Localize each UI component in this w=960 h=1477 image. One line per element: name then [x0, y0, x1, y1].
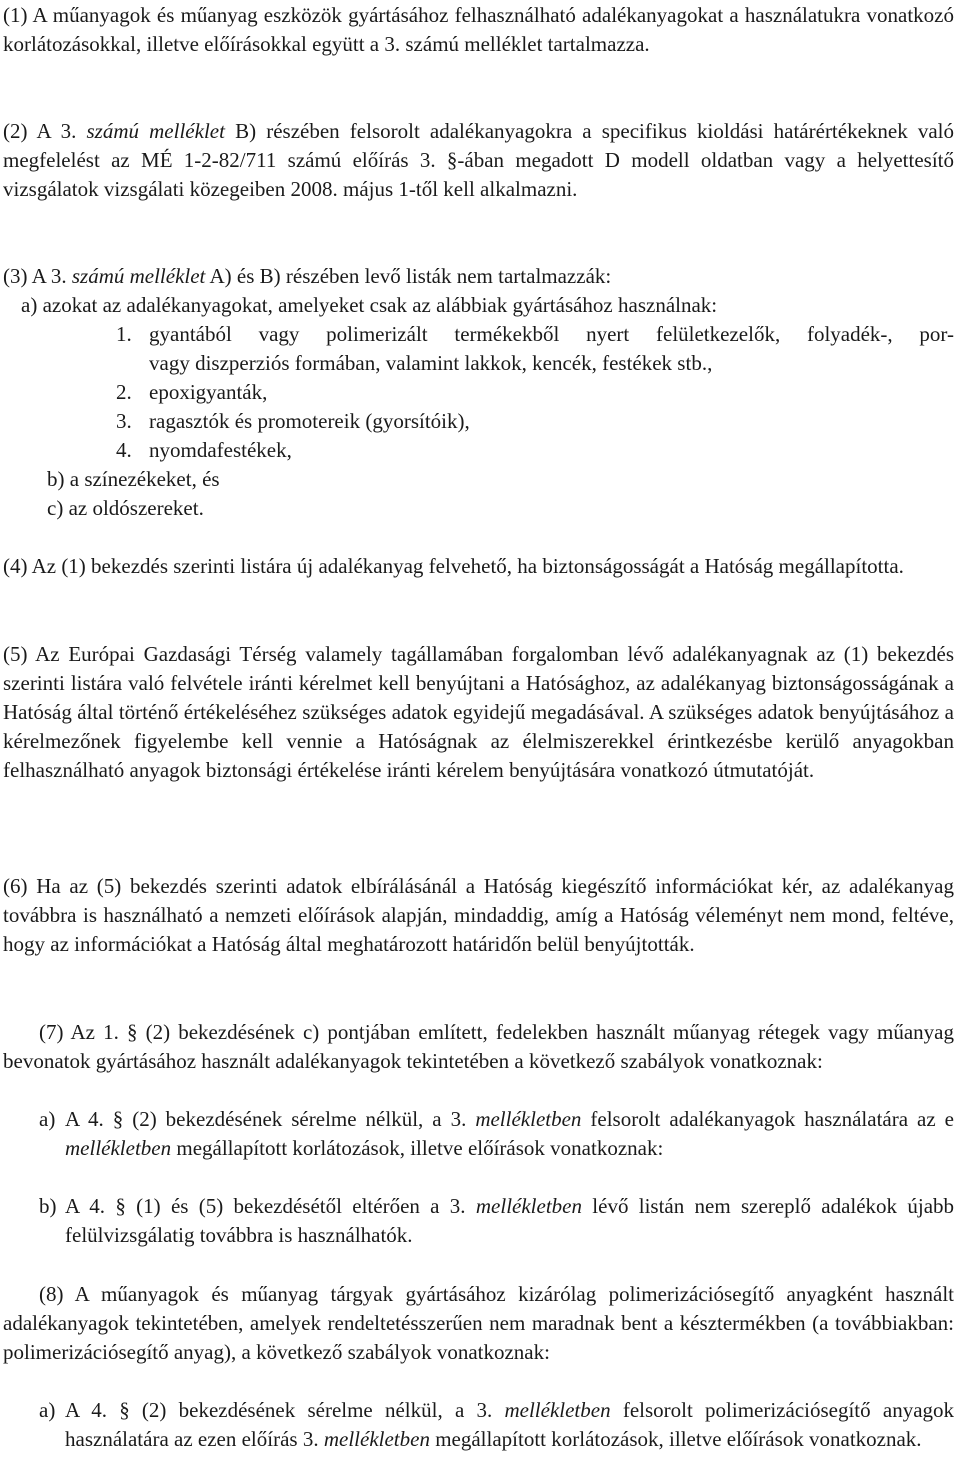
list-8a-label: a)	[39, 1398, 56, 1422]
list-8a-italic-1: mellékletben	[504, 1398, 611, 1422]
list-7a-italic-1: mellékletben	[475, 1107, 582, 1131]
list-8a-italic-2: mellékletben	[323, 1427, 430, 1451]
list-7a-mid: felsorolt adalékanyagok használatára az e	[590, 1107, 954, 1131]
p3-rest: A) és B) részében levő listák nem tartalmazzák:	[209, 264, 612, 288]
list-7a	[39, 1105, 954, 1163]
paragraph-8: (8) A műanyagok és műanyag tárgyak gyártásához kizárólag polimerizációsegítő anyagként használt adalékanyagok tekintetében, amelyek rendeltetésszerűen nem maradnak bent a késztermékben (a továbbiakban: polimerizációsegítő anyag), a következő szabályok vonatkoznak:	[3, 1282, 954, 1364]
p2-italic: számú melléklet	[86, 119, 225, 143]
list-item-2: epoxigyanták,	[149, 380, 268, 404]
list-item-4-number: 4.	[116, 438, 132, 462]
list-item-1-number: 1.	[116, 322, 132, 346]
p2-rest: B) részében felsorolt adalékanyagokra a specifikus kioldási határértékeknek való megfelelést az MÉ 1-2-82/711 számú előírás 3. §-ában megadott D modell oldatban vagy a helyettesítő vizsgálatok vizsgálati közegeiben 2008. május 1-től kell alkalmazni.	[3, 119, 955, 201]
paragraph-6: (6) Ha az (5) bekezdés szerinti adatok elbírálásánál a Hatóság kiegészítő információkat kér, az adalékanyag továbbra is használható a nemzeti előírások alapján, mindaddig, amíg a Hatóság véleményt nem mond, feltéve, hogy az információkat a Hatóság által meghatározott határidőn belül benyújtották.	[3, 874, 954, 956]
list-7a-label: a)	[39, 1107, 56, 1131]
list-7a-pre: A 4. § (2) bekezdésének sérelme nélkül, a 3.	[65, 1107, 467, 1131]
paragraph-7: (7) Az 1. § (2) bekezdésének c) pontjában említett, fedelekben használt műanyag rétegek vagy műanyag bevonatok gyártásához használt adalékanyagok tekintetében a következő szabályok vonatkoznak:	[3, 1020, 954, 1073]
paragraph-1: (1) A műanyagok és műanyag eszközök gyártásához felhasználható adalékanyagokat a használatukra vonatkozó korlátozásokkal, illetve előírásokkal együtt a 3. számú melléklet tartalmazza.	[3, 3, 954, 56]
list-7b-label: b)	[39, 1194, 57, 1218]
list-item-1-line1: gyantából vagy polimerizált termékekből nyert felületkezelők, folyadék-, por-	[149, 322, 954, 346]
list-7a-italic-2: mellékletben	[65, 1136, 172, 1160]
list-item-1-line2: vagy diszperziós formában, valamint lakkok, kencék, festékek stb.,	[149, 351, 713, 375]
list-item-a: a) azokat az adalékanyagokat, amelyeket csak az alábbiak gyártásához használnak:	[21, 293, 718, 317]
list-7b	[39, 1192, 954, 1250]
paragraph-3-intro	[3, 262, 954, 291]
paragraph-2	[3, 117, 954, 204]
list-7a-post: megállapított korlátozások, illetve előírások vonatkoznak:	[176, 1136, 664, 1160]
list-7b-text	[65, 1192, 954, 1250]
list-item-c: c) az oldószereket.	[47, 496, 204, 520]
list-item-3-number: 3.	[116, 409, 132, 433]
list-item-b: b) a színezékeket, és	[47, 467, 220, 491]
list-7b-pre: A 4. § (1) és (5) bekezdésétől eltérően a 3.	[65, 1194, 466, 1218]
list-item-4: nyomdafestékek,	[149, 438, 292, 462]
list-item-3: ragasztók és promotereik (gyorsítóik),	[149, 409, 470, 433]
list-7a-text	[65, 1105, 954, 1163]
paragraph-4: (4) Az (1) bekezdés szerinti listára új adalékanyag felvehető, ha biztonságosságát a Hatóság megállapította.	[3, 554, 904, 578]
p3-italic: számú melléklet	[71, 264, 206, 288]
paragraph-5: (5) Az Európai Gazdasági Térség valamely tagállamában forgalomban lévő adalékanyagnak az (1) bekezdés szerinti listára való felvétele iránti kérelmet kell benyújtani a Hatósághoz, az adalékanyag biztonságosságának a Hatóság által történő értékeléséhez szükséges adatok egyidejű megadásával. A szükséges adatok benyújtásához a kérelmezőnek figyelembe kell vennie a Hatóságnak az élelmiszerekkel érintkezésbe kerülő anyagokban felhasználható anyagok biztonsági értékelése iránti kérelem benyújtására vonatkozó útmutatóját.	[3, 642, 954, 782]
list-8a-pre: A 4. § (2) bekezdésének sérelme nélkül, a 3.	[65, 1398, 493, 1422]
p3-prefix: (3) A 3.	[3, 264, 67, 288]
list-8a	[39, 1396, 954, 1454]
list-item-2-number: 2.	[116, 380, 132, 404]
list-8a-post: megállapított korlátozások, illetve előírások vonatkoznak.	[435, 1427, 922, 1451]
list-7b-italic: mellékletben	[475, 1194, 582, 1218]
p2-prefix: (2) A 3.	[3, 119, 77, 143]
list-7b-post: lévő listán nem szereplő adalékok újabb felülvizsgálatig továbbra is használhatók.	[65, 1194, 955, 1247]
list-8a-mid: felsorolt polimerizációsegítő anyagok használatára az ezen előírás 3.	[65, 1398, 955, 1451]
list-8a-text	[65, 1396, 954, 1454]
